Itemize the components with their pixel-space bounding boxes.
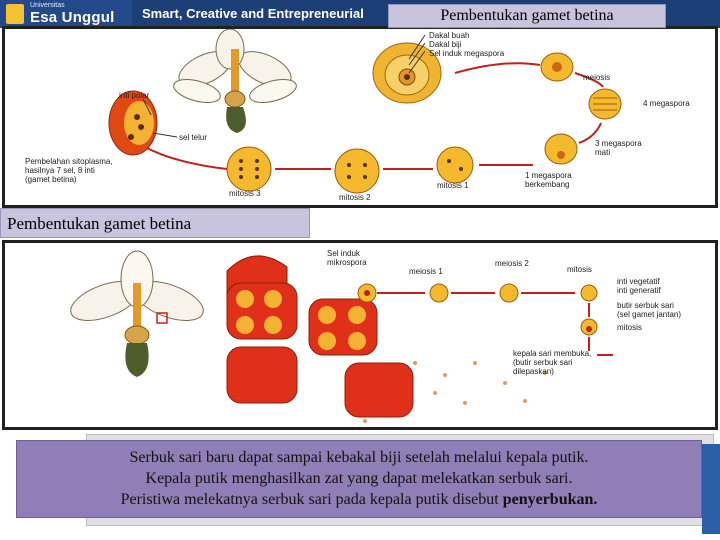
label-kepala-sari: kepala sari membuka, (butir serbuk sari dilepaskan) — [513, 349, 592, 376]
label-1-megaspora: 1 megaspora berkembang — [525, 171, 572, 189]
logo-small-text: Universitas — [30, 2, 65, 9]
caption-line-3 — [17, 489, 701, 510]
caption-box — [16, 440, 702, 518]
label-3-megaspora: 3 megaspora mati — [595, 139, 642, 157]
slide-title-mid: Pembentukan gamet betina — [0, 208, 310, 238]
caption-keyword: penyerbukan. — [502, 491, 598, 508]
label-sel-telur: sel telur — [179, 133, 208, 142]
label-meiosis-2: meiosis 2 — [495, 259, 529, 268]
label-mitosis-b: mitosis — [617, 323, 642, 332]
male-gamete-illustration — [5, 243, 715, 427]
label-inti-polar: inti polar — [119, 91, 150, 100]
diagram-female-gamete — [2, 26, 718, 208]
label-dakal-biji: Dakal biji — [429, 40, 462, 49]
caption-line-1: Serbuk sari baru dapat sampai kebakal biji setelah melalui kepala putik. — [129, 449, 589, 466]
label-4-megaspora: 4 megaspora — [643, 99, 690, 108]
embryo-sac — [109, 91, 157, 155]
flower-2-illustration — [66, 251, 209, 377]
slide-title-top: Pembentukan gamet betina — [388, 4, 666, 28]
logo-name: Esa Unggul — [30, 9, 115, 26]
university-logo — [0, 0, 132, 28]
label-meiosis: meiosis — [583, 73, 611, 82]
flower-illustration — [171, 29, 299, 133]
corner-accent — [702, 444, 720, 534]
anther-cross-sections — [227, 256, 413, 417]
label-sel-induk-mikrospora: Sel induk mikrospora — [327, 249, 367, 267]
label-inti-vegetatif: inti vegetatif inti generatif — [617, 277, 661, 295]
label-dakal-buah: Dakal buah — [429, 31, 470, 40]
label-mitosis-3: mitosis 3 — [229, 189, 261, 198]
label-butir-serbuk: butir serbuk sari (sel gamet jantan) — [617, 301, 682, 319]
caption-line-3-text: Peristiwa melekatnya serbuk sari pada kepala putik disebut — [120, 491, 503, 508]
diagram-male-gamete — [2, 240, 718, 430]
label-pembelahan: Pembelahan sitoplasma, hasilnya 7 sel, 8 inti (gamet betina) — [25, 157, 113, 184]
label-mitosis-2: mitosis 2 — [339, 193, 371, 202]
label-meiosis-1: meiosis 1 — [409, 267, 443, 276]
label-sel-induk-megaspora: Sel induk megaspora — [429, 49, 505, 58]
caption-line-2: Kepala putik menghasilkan zat yang dapat melekatkan serbuk sari. — [145, 470, 573, 487]
label-mitosis-a: mitosis — [567, 265, 592, 274]
tagline: Smart, Creative and Entrepreneurial — [142, 6, 364, 21]
microspore-cells — [358, 284, 597, 335]
logo-emblem-icon — [6, 4, 24, 24]
label-mitosis-1: mitosis 1 — [437, 181, 469, 190]
